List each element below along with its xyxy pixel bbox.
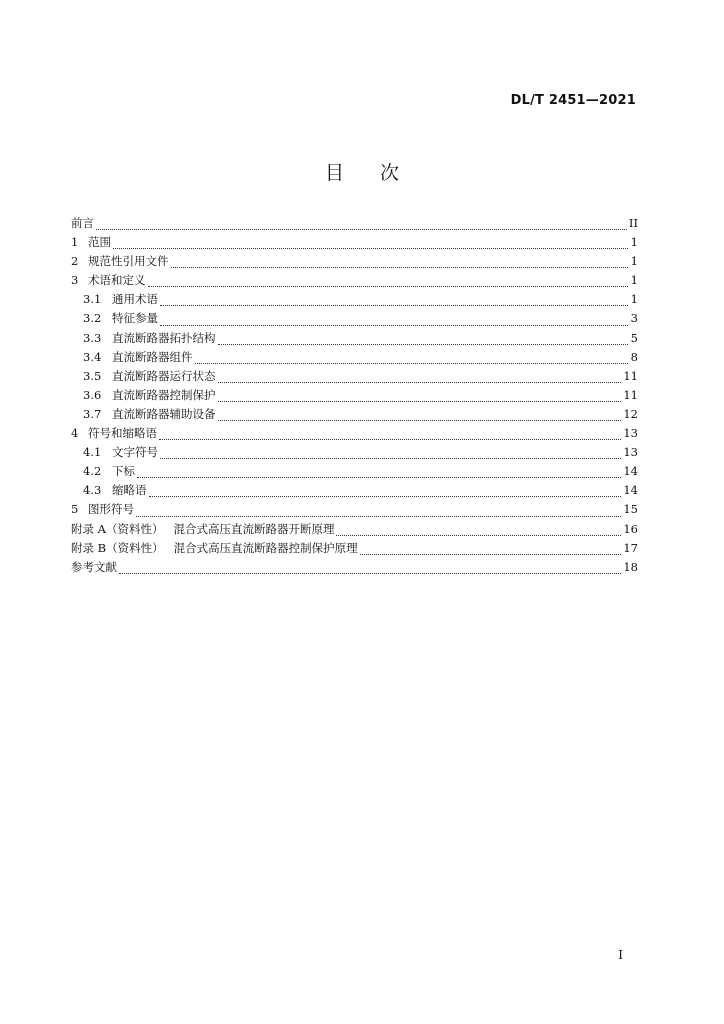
toc-dot-leader xyxy=(218,381,622,383)
toc-entry-page: 1 xyxy=(630,292,638,307)
toc-entry-title: 直流断路器组件 xyxy=(112,349,193,364)
toc-entry-title: 混合式高压直流断路器控制保护原理 xyxy=(173,540,358,555)
toc-entry-title: 直流断路器辅助设备 xyxy=(112,406,216,421)
toc-entry-number: 3.2 xyxy=(83,311,102,326)
toc-dot-leader xyxy=(148,285,629,287)
toc-dot-leader xyxy=(137,476,621,478)
toc-entry[interactable] xyxy=(71,387,638,406)
title-char-1: 目 xyxy=(324,162,344,184)
toc-entry-number: 4.2 xyxy=(83,464,102,479)
toc-entry[interactable] xyxy=(71,310,638,329)
toc-entry-page: 18 xyxy=(623,559,638,574)
toc-entry-number: 4.3 xyxy=(83,483,102,498)
toc-dot-leader xyxy=(113,247,628,249)
toc-entry-number: 3.1 xyxy=(83,292,102,307)
toc-entry-page: 13 xyxy=(623,426,638,441)
toc-entry[interactable] xyxy=(71,540,638,559)
toc-entry-number: 3.5 xyxy=(83,368,102,383)
toc-entry[interactable] xyxy=(71,463,638,482)
toc-entry-page: 11 xyxy=(623,387,638,402)
toc-entry-page: 15 xyxy=(623,502,638,517)
toc-entry-number: 3.7 xyxy=(83,406,102,421)
toc-entry-page: 14 xyxy=(623,464,638,479)
toc-entry[interactable] xyxy=(71,291,638,310)
toc-entry[interactable] xyxy=(71,444,638,463)
toc-entry[interactable] xyxy=(71,482,638,501)
toc-dot-leader xyxy=(195,362,629,364)
toc-dot-leader xyxy=(360,553,622,555)
toc-dot-leader xyxy=(218,419,622,421)
toc-entry-number: 3.3 xyxy=(83,330,102,345)
document-code: DL/T 2451—2021 xyxy=(510,93,636,108)
toc-dot-leader xyxy=(160,304,628,306)
toc-entry-number: 3.6 xyxy=(83,387,102,402)
toc-entry-page: 13 xyxy=(623,445,638,460)
toc-entry-page: 16 xyxy=(623,521,638,536)
toc-entry-page: 8 xyxy=(630,349,638,364)
toc-entry-page: 1 xyxy=(630,273,638,288)
toc-entry-title: 缩略语 xyxy=(112,483,147,498)
toc-appendix-label: 附录 A（资料性） xyxy=(71,521,164,536)
toc-dot-leader xyxy=(160,324,628,326)
toc-entry-page: 12 xyxy=(623,406,638,421)
toc-entry-number: 3 xyxy=(71,273,79,288)
toc-entry-page: 1 xyxy=(630,235,638,250)
toc-entry-number: 3.4 xyxy=(83,349,102,364)
toc-entry[interactable] xyxy=(71,272,638,291)
toc-dot-leader xyxy=(218,400,622,402)
toc-entry-title: 图形符号 xyxy=(88,502,134,517)
toc-entry[interactable] xyxy=(71,521,638,540)
toc-dot-leader xyxy=(160,457,621,459)
toc-entry-title: 直流断路器拓扑结构 xyxy=(112,330,216,345)
toc-entry-title: 前言 xyxy=(71,216,94,230)
toc-entry-title: 直流断路器运行状态 xyxy=(112,368,216,383)
page-title xyxy=(0,158,724,185)
toc-entry[interactable] xyxy=(71,425,638,444)
table-of-contents xyxy=(71,215,638,578)
toc-entry-title: 通用术语 xyxy=(112,292,158,307)
toc-dot-leader xyxy=(149,495,622,497)
toc-dot-leader xyxy=(336,534,621,536)
toc-entry[interactable] xyxy=(71,253,638,272)
toc-entry-title: 直流断路器控制保护 xyxy=(112,387,216,402)
toc-entry-title: 术语和定义 xyxy=(88,273,146,288)
toc-entry-title: 特征参量 xyxy=(112,311,158,326)
toc-dot-leader xyxy=(159,438,621,440)
toc-entry-title: 参考文献 xyxy=(71,559,117,574)
toc-entry-page: 5 xyxy=(630,330,638,345)
toc-entry-number: 4 xyxy=(71,426,79,441)
page-number: I xyxy=(618,948,623,962)
toc-dot-leader xyxy=(96,228,627,230)
toc-entry-title: 范围 xyxy=(88,235,111,250)
toc-dot-leader xyxy=(171,266,629,268)
toc-entry-number: 2 xyxy=(71,254,79,269)
toc-entry[interactable] xyxy=(71,368,638,387)
toc-entry[interactable] xyxy=(71,215,638,234)
toc-entry[interactable] xyxy=(71,349,638,368)
toc-entry-page: II xyxy=(628,216,638,230)
toc-entry-title: 下标 xyxy=(112,464,135,479)
toc-entry-title: 规范性引用文件 xyxy=(88,254,169,269)
toc-entry[interactable] xyxy=(71,234,638,253)
toc-entry-page: 17 xyxy=(623,540,638,555)
toc-entry[interactable] xyxy=(71,406,638,425)
toc-entry-page: 14 xyxy=(623,483,638,498)
toc-entry-title: 混合式高压直流断路器开断原理 xyxy=(173,521,335,536)
toc-entry-title: 符号和缩略语 xyxy=(88,426,157,441)
toc-dot-leader xyxy=(119,572,621,574)
toc-entry[interactable] xyxy=(71,559,638,578)
toc-entry[interactable] xyxy=(71,330,638,349)
toc-entry-page: 3 xyxy=(630,311,638,326)
toc-entry-page: 1 xyxy=(630,254,638,269)
toc-entry[interactable] xyxy=(71,501,638,520)
toc-entry-number: 1 xyxy=(71,235,79,250)
toc-dot-leader xyxy=(136,515,621,517)
toc-entry-number: 4.1 xyxy=(83,445,102,460)
toc-entry-page: 11 xyxy=(623,368,638,383)
title-char-2: 次 xyxy=(380,162,400,184)
toc-entry-title: 文字符号 xyxy=(112,445,158,460)
toc-dot-leader xyxy=(218,343,629,345)
toc-entry-number: 5 xyxy=(71,502,79,517)
toc-appendix-label: 附录 B（资料性） xyxy=(71,540,164,555)
